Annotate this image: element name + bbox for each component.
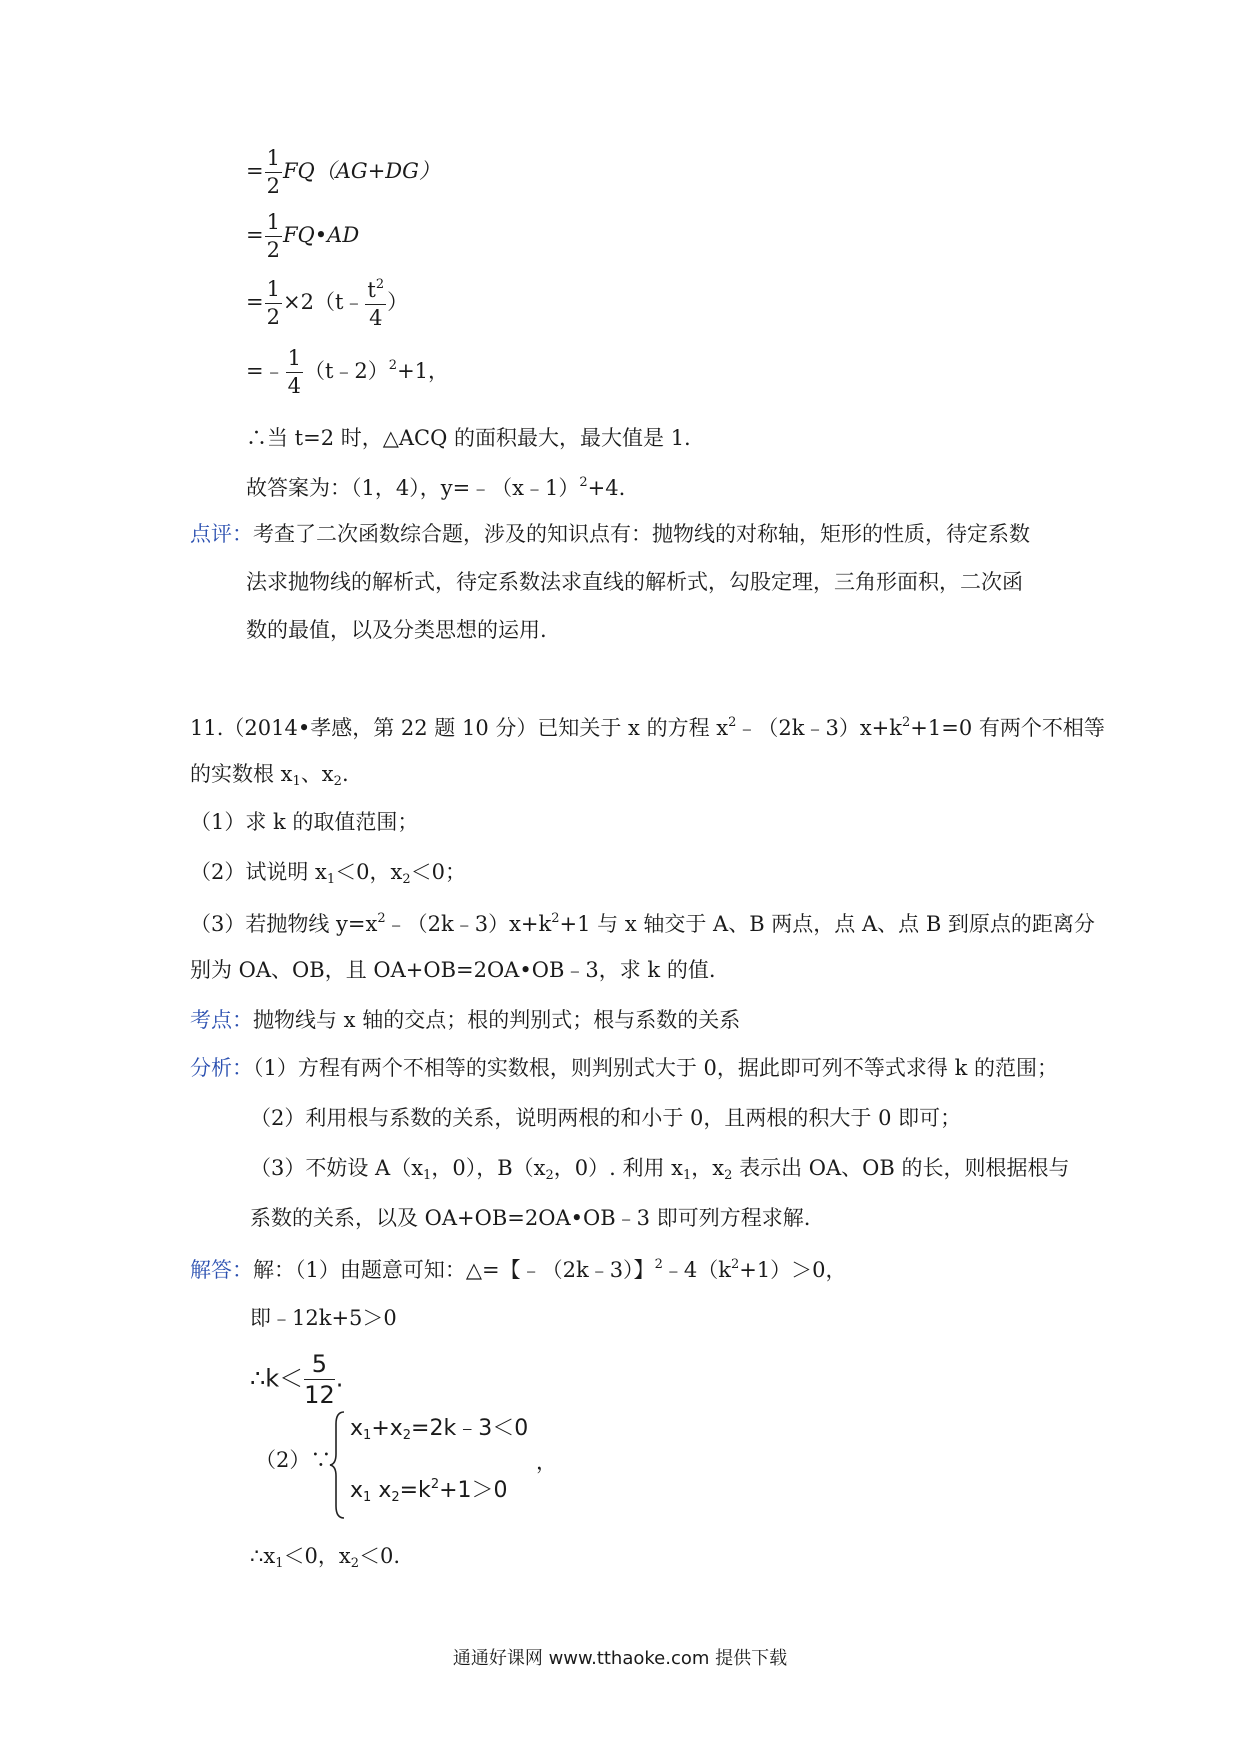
fraction: $\frac{1}{2}$ (266, 146, 280, 198)
fenxi-label: 分析： (190, 1056, 253, 1080)
system-eq-1: $x_1+x_2=2k﹣3<0$ (350, 1416, 529, 1443)
jieda-part2-label: （2）∵ (255, 1448, 332, 1472)
jieda-label: 解答： (190, 1258, 253, 1282)
problem-part-3: （3）若抛物线 $y=x^2﹣(2k﹣3)x+k^2+1$ 与 x 轴交于 A、B 两点，点 A、点 B 到原点的距离分 (190, 911, 1095, 936)
derivation-conclusion: ∴当 t=2 时，△ACQ 的面积最大，最大值是 1. (246, 426, 691, 450)
fraction: $\frac{1}{4}$ (287, 346, 301, 398)
fraction: $\frac{1}{2}$ (266, 277, 280, 329)
fenxi-line-4: 系数的关系，以及 OA+OB=2OA•OB﹣3 即可列方程求解. (250, 1206, 811, 1230)
comment-line-3: 数的最值，以及分类思想的运用. (246, 618, 547, 642)
system-eq-2: $x_1$ $x_2=k^2+1>0$ (350, 1477, 508, 1505)
jieda-line-3: ∴k＜ $\frac{5}{12}$ . (250, 1350, 344, 1409)
derivation-line-1: = $\frac{1}{2}$ FQ（AG+DG） (246, 146, 440, 198)
jieda-line-2: 即﹣12k+5＞0 (250, 1306, 397, 1330)
derivation-line-3: = $\frac{1}{2}$ ×2（t﹣ $\frac{t^2}{4}$ ） (246, 277, 409, 330)
derivation-line-4: =﹣ $\frac{1}{4}$ （t﹣2）$^2$+1， (246, 346, 450, 398)
problem-line-1: 11.（2014•孝感，第 22 题 10 分）已知关于 x 的方程 $x^2﹣(2k﹣3)x+k^2+1=0$ 有两个不相等 (190, 715, 1105, 740)
problem-part-2: （2）试说明 $x_1<0$，$x_2<0$； (190, 860, 467, 887)
comment-line-2: 法求抛物线的解析式，待定系数法求直线的解析式，勾股定理，三角形面积，二次函 (246, 570, 1023, 594)
fenxi-line-1: 分析：（1）方程有两个不相等的实数根，则判别式大于 0，据此即可列不等式求得 k 的范围； (190, 1056, 1058, 1080)
fenxi-line-3: （3）不妨设 $A(x_1$，0），$B(x_2$，0）. 利用 $x_1$，$x_2$ 表示出 OA、OB 的长，则根据根与 (250, 1156, 1070, 1183)
jieda-line-1: 解答：解：（1）由题意可知：△=【﹣（2k﹣3）】$^2﹣4(k^2+1)>0$， (190, 1257, 847, 1282)
fraction: $\frac{1}{2}$ (266, 210, 280, 262)
comment-label: 点评： (190, 522, 253, 546)
left-brace-icon (328, 1410, 346, 1525)
kaodian-line: 考点：抛物线与 x 轴的交点；根的判别式；根与系数的关系 (190, 1008, 741, 1032)
fenxi-line-2: （2）利用根与系数的关系，说明两根的和小于 0，且两根的积大于 0 即可； (250, 1106, 962, 1130)
fraction-5-over-12: $\frac{5}{12}$ (304, 1350, 335, 1409)
comment-line-1: 点评：考查了二次函数综合题，涉及的知识点有：抛物线的对称轴，矩形的性质，待定系数 (190, 522, 1030, 546)
problem-part-3-cont: 别为 OA、OB，且 OA+OB=2OA•OB﹣3，求 k 的值. (190, 958, 716, 982)
page-footer: 通通好课网 www.tthaoke.com 提供下载 (452, 1648, 788, 1669)
problem-line-2: 的实数根 $x_1$、$x_2$. (190, 762, 349, 789)
jieda-final: $\therefore x_1<0$，$x_2<0$. (250, 1544, 401, 1571)
system-tail: ， (536, 1450, 557, 1474)
fraction-t-squared-over-4: $\frac{t^2}{4}$ (367, 277, 385, 330)
problem-part-1: （1）求 k 的取值范围； (190, 810, 419, 834)
derivation-line-2: = $\frac{1}{2}$ FQ•AD (246, 210, 360, 262)
derivation-answer: 故答案为：（1，4），y=﹣（x﹣1）$^2$+4. (246, 475, 626, 500)
kaodian-label: 考点： (190, 1008, 253, 1032)
brace-svg (328, 1410, 346, 1520)
